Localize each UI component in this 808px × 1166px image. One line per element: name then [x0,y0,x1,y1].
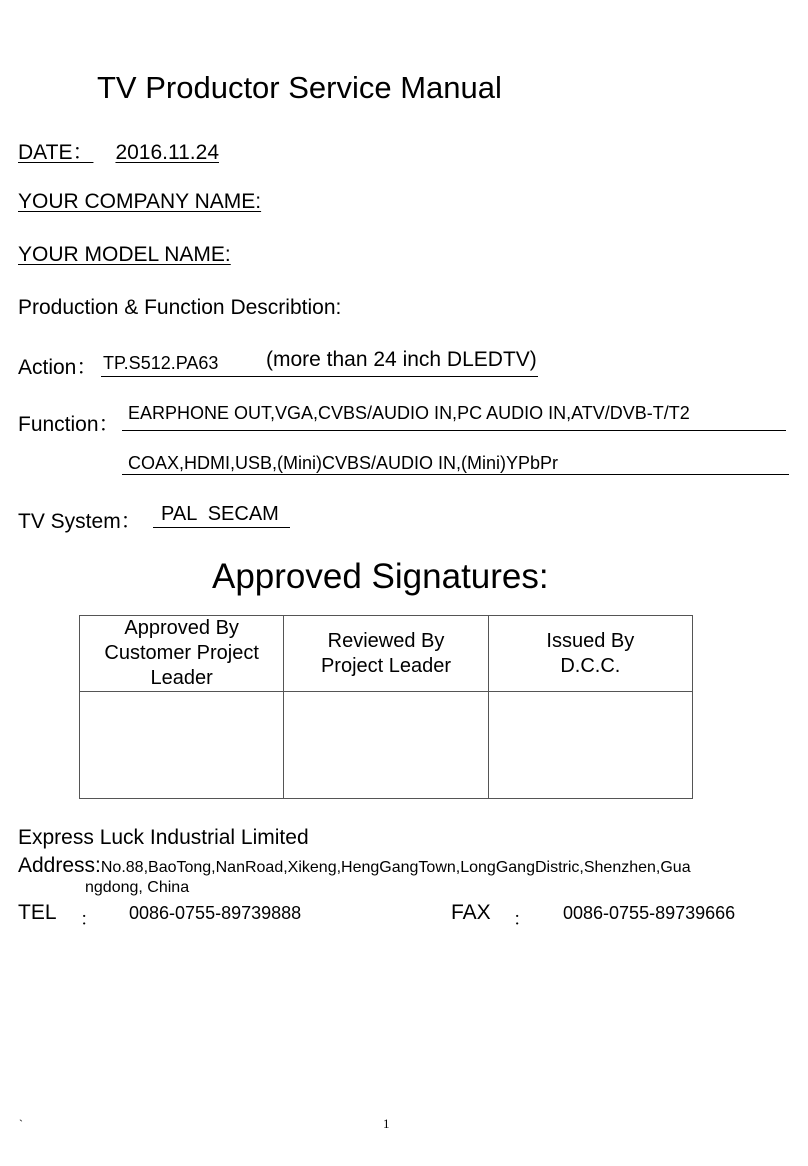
action-note: (more than 24 inch DLEDTV) [266,348,537,371]
footer-mark: ` [19,1117,23,1131]
model-name-label: YOUR MODEL NAME: [18,243,231,266]
signature-header-reviewed: Reviewed By Project Leader [284,616,488,692]
tel-colon: ： [80,909,98,929]
date-row [18,136,227,166]
signatures-heading: Approved Signatures: [212,557,549,596]
signature-header-row [80,616,693,692]
signature-table [79,615,693,799]
action-value: TP.S512.PA63 [103,353,219,373]
tv-system-underline [153,527,290,528]
tel-value: 0086-0755-89739888 [129,903,302,923]
function-label: Function： [18,413,120,436]
function-underline-1 [122,430,786,431]
description-heading: Production & Function Describtion: [18,296,342,319]
action-underline [101,376,538,377]
action-label: Action： [18,356,98,379]
company-name-label: YOUR COMPANY NAME: [18,190,262,213]
page-title: TV Productor Service Manual [97,70,502,105]
page-number: 1 [383,1116,390,1131]
signature-cell-reviewed[interactable] [284,692,488,799]
company-name: Express Luck Industrial Limited [18,826,309,849]
fax-value: 0086-0755-89739666 [563,903,736,923]
signature-row [80,692,693,799]
address-label: Address: [18,854,101,877]
signature-cell-approved[interactable] [80,692,284,799]
function-line-1: EARPHONE OUT,VGA,CVBS/AUDIO IN,PC AUDIO IN,ATV/DVB-T/T2 [128,403,690,423]
signature-header-issued: Issued By D.C.C. [488,616,692,692]
function-underline-2 [122,474,789,475]
address-line-2: ngdong, China [85,879,190,896]
date-value: 2016.11.24 [115,141,219,164]
date-label: DATE： [18,141,94,164]
signature-cell-issued[interactable] [488,692,692,799]
signature-header-approved: Approved By Customer Project Leader [80,616,284,692]
function-line-2: COAX,HDMI,USB,(Mini)CVBS/AUDIO IN,(Mini)YPbPr [128,453,559,473]
tv-system-label: TV System： [18,510,142,533]
fax-colon: ： [513,909,531,929]
address-line-1: No.88,BaoTong,NanRoad,Xikeng,HengGangTown,LongGangDistric,Shenzhen,Gua [100,859,691,876]
tv-system-value: PAL SECAM [161,503,279,525]
tel-label: TEL [18,901,57,924]
fax-label: FAX [451,901,491,924]
address-row [18,854,691,878]
